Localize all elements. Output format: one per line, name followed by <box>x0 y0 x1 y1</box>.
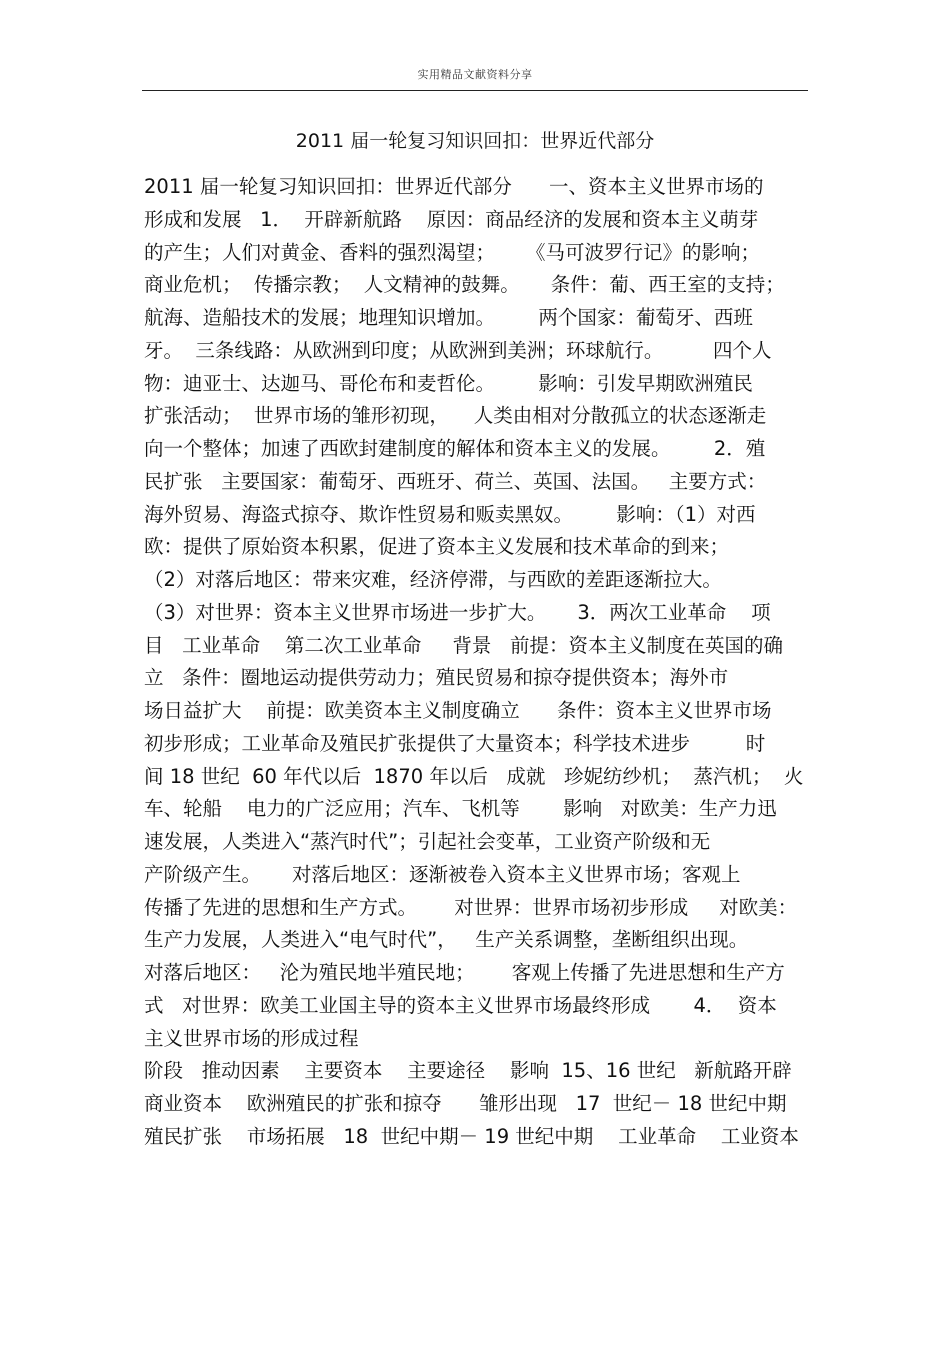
header-divider <box>142 90 808 91</box>
body-line: 对落后地区： 沦为殖民地半殖民地； 客观上传播了先进思想和生产方 <box>144 961 785 984</box>
body-line: 车、轮船 电力的广泛应用；汽车、飞机等 影响 对欧美：生产力迅 <box>144 797 777 821</box>
body-line: 形成和发展 1． 开辟新航路 原因：商品经济的发展和资本主义萌芽 <box>144 207 759 231</box>
body-line: 2011 届一轮复习知识回扣：世界近代部分 一、资本主义世界市场的 <box>144 175 764 198</box>
body-line: 目 工业革命 第二次工业革命 背景 前提：资本主义制度在英国的确 <box>144 633 783 657</box>
body-line: 海外贸易、海盗式掠夺、欺诈性贸易和贩卖黑奴。 影响：（1）对西 <box>144 502 756 526</box>
body-line: 生产力发展，人类进入“电气时代”， 生产关系调整，垄断组织出现。 <box>144 928 749 952</box>
body-line: 传播了先进的思想和生产方式。 对世界：世界市场初步形成 对欧美： <box>144 895 798 919</box>
body-line: 欧：提供了原始资本积累，促进了资本主义发展和技术革命的到来； <box>144 535 730 559</box>
body-line: 主义世界市场的形成过程 <box>144 1026 359 1050</box>
body-line: （3）对世界：资本主义世界市场进一步扩大。 3．两次工业革命 项 <box>144 600 771 624</box>
body-line: 场日益扩大 前提：欧美资本主义制度确立 条件：资本主义世界市场 <box>144 699 772 722</box>
body-line: 商业资本 欧洲殖民的扩张和掠夺 雏形出现 17 世纪－ 18 世纪中期 <box>144 1092 787 1115</box>
body-line: （2）对落后地区：带来灾难，经济停滞，与西欧的差距逐渐拉大。 <box>144 568 722 591</box>
body-line: 牙。 三条线路：从欧洲到印度；从欧洲到美洲；环球航行。 四个人 <box>144 338 772 362</box>
body-line: 立 条件：圈地运动提供劳动力；殖民贸易和掠夺提供资本；海外市 <box>144 666 729 690</box>
body-line: 间 18 世纪 60 年代以后 1870 年以后 成就 珍妮纺纱机； 蒸汽机； 火 <box>144 764 804 788</box>
body-line: 的产生；人们对黄金、香料的强烈渴望； 《马可波罗行记》的影响； <box>144 240 760 264</box>
body-line: 民扩张 主要国家：葡萄牙、西班牙、荷兰、英国、法国。 主要方式： <box>144 469 767 493</box>
document-title: 2011 届一轮复习知识回扣：世界近代部分 <box>295 130 655 152</box>
body-line: 速发展，人类进入“蒸汽时代”；引起社会变革，工业资产阶级和无 <box>144 830 711 853</box>
body-line: 产阶级产生。 对落后地区：逐渐被卷入资本主义世界市场；客观上 <box>144 862 741 886</box>
page-header: 实用精品文献资料分享 <box>417 68 533 81</box>
body-line: 向一个整体；加速了西欧封建制度的解体和资本主义的发展。 2．殖 <box>144 437 766 460</box>
body-line: 物：迪亚士、达迦马、哥伦布和麦哲伦。 影响：引发早期欧洲殖民 <box>144 371 753 395</box>
body-line: 阶段 推动因素 主要资本 主要途径 影响 15、16 世纪 新航路开辟 <box>144 1059 792 1083</box>
body-line: 式 对世界：欧美工业国主导的资本主义世界市场最终形成 4． 资本 <box>144 993 777 1017</box>
body-line: 扩张活动； 世界市场的雏形初现， 人类由相对分散孤立的状态逐渐走 <box>144 404 767 428</box>
body-line: 初步形成；工业革命及殖民扩张提供了大量资本；科学技术进步 时 <box>144 731 766 755</box>
body-line: 航海、造船技术的发展；地理知识增加。 两个国家：葡萄牙、西班 <box>144 306 753 329</box>
document-body <box>144 171 812 1154</box>
body-line: 商业危机； 传播宗教； 人文精神的鼓舞。 条件：葡、西王室的支持； <box>144 273 785 297</box>
body-line: 殖民扩张 市场拓展 18 世纪中期－ 19 世纪中期 工业革命 工业资本 <box>144 1124 799 1148</box>
